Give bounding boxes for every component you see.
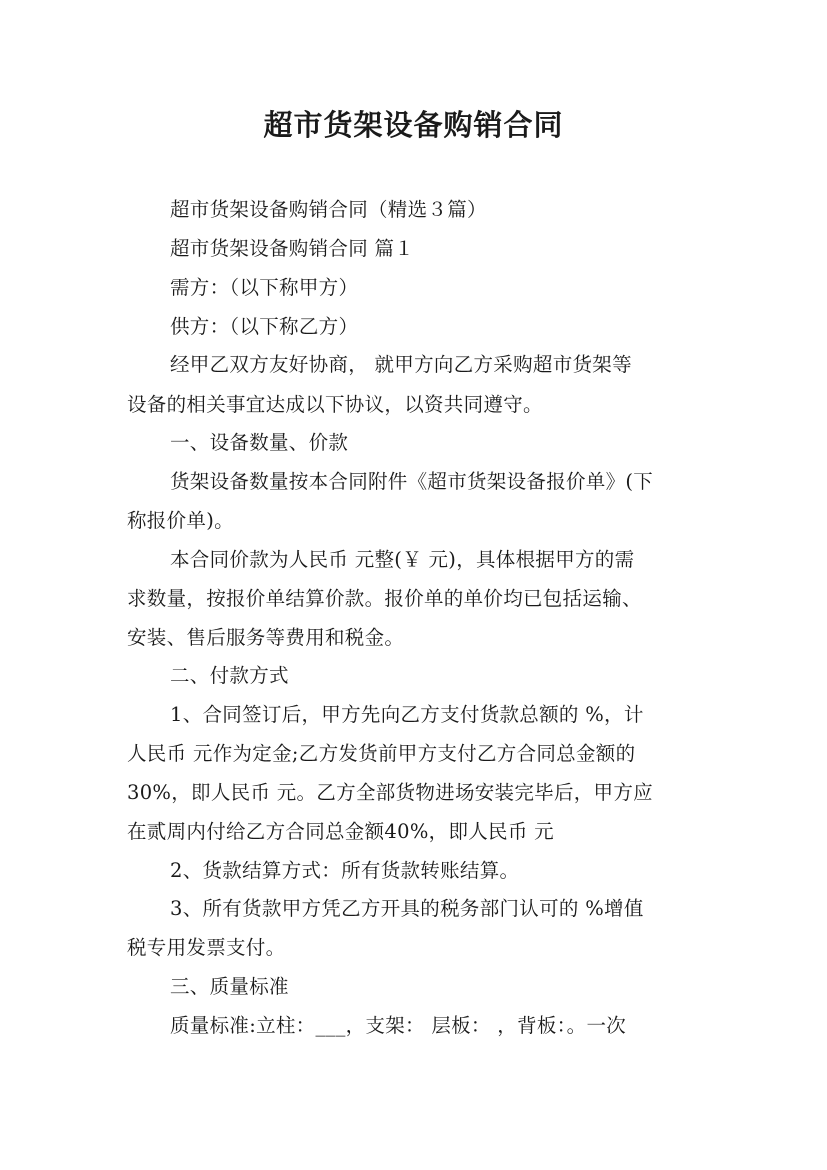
document-title: 超市货架设备购销合同 — [263, 108, 564, 142]
paragraph-line: 称报价单)。 — [127, 509, 234, 532]
paragraph-line: 3、所有货款甲方凭乙方开具的税务部门认可的 %增值 — [170, 897, 644, 920]
section-heading: 二、付款方式 — [170, 664, 289, 687]
paragraph-line: 质量标准:立柱：___，支架： 层板： ，背板：。一次 — [170, 1014, 627, 1037]
paragraph-line: 货架设备数量按本合同附件《超市货架设备报价单》(下 — [170, 470, 654, 493]
paragraph-line: 税专用发票支付。 — [127, 936, 286, 959]
paragraph-line: 30%，即人民币 元。乙方全部货物进场安装完毕后，甲方应 — [127, 781, 653, 804]
paragraph-line: 在贰周内付给乙方合同总金额40%，即人民币 元 — [127, 820, 554, 843]
paragraph-line: 求数量，按报价单结算价款。报价单的单价均已包括运输、 — [127, 587, 642, 610]
paragraph-line: 2、货款结算方式：所有货款转账结算。 — [170, 859, 520, 882]
paragraph-line: 超市货架设备购销合同 篇１ — [170, 237, 415, 260]
paragraph-line: 供方：（以下称乙方） — [170, 315, 359, 338]
section-heading: 一、设备数量、价款 — [170, 431, 349, 454]
paragraph-line: 超市货架设备购销合同（精选３篇） — [170, 198, 487, 221]
paragraph-line: 本合同价款为人民币 元整(￥ 元)，具体根据甲方的需 — [170, 548, 635, 571]
paragraph-line: 人民币 元作为定金;乙方发货前甲方支付乙方合同总金额的 — [127, 742, 636, 765]
paragraph-line: 需方：（以下称甲方） — [170, 276, 359, 299]
paragraph-line: 1、合同签订后，甲方先向乙方支付货款总额的 %，计 — [170, 703, 644, 726]
paragraph-line: 经甲乙双方友好协商， 就甲方向乙方采购超市货架等 — [170, 353, 632, 376]
section-heading: 三、质量标准 — [170, 975, 289, 998]
paragraph-line: 设备的相关事宜达成以下协议，以资共同遵守。 — [127, 393, 543, 416]
paragraph-line: 安装、售后服务等费用和税金。 — [127, 626, 405, 649]
